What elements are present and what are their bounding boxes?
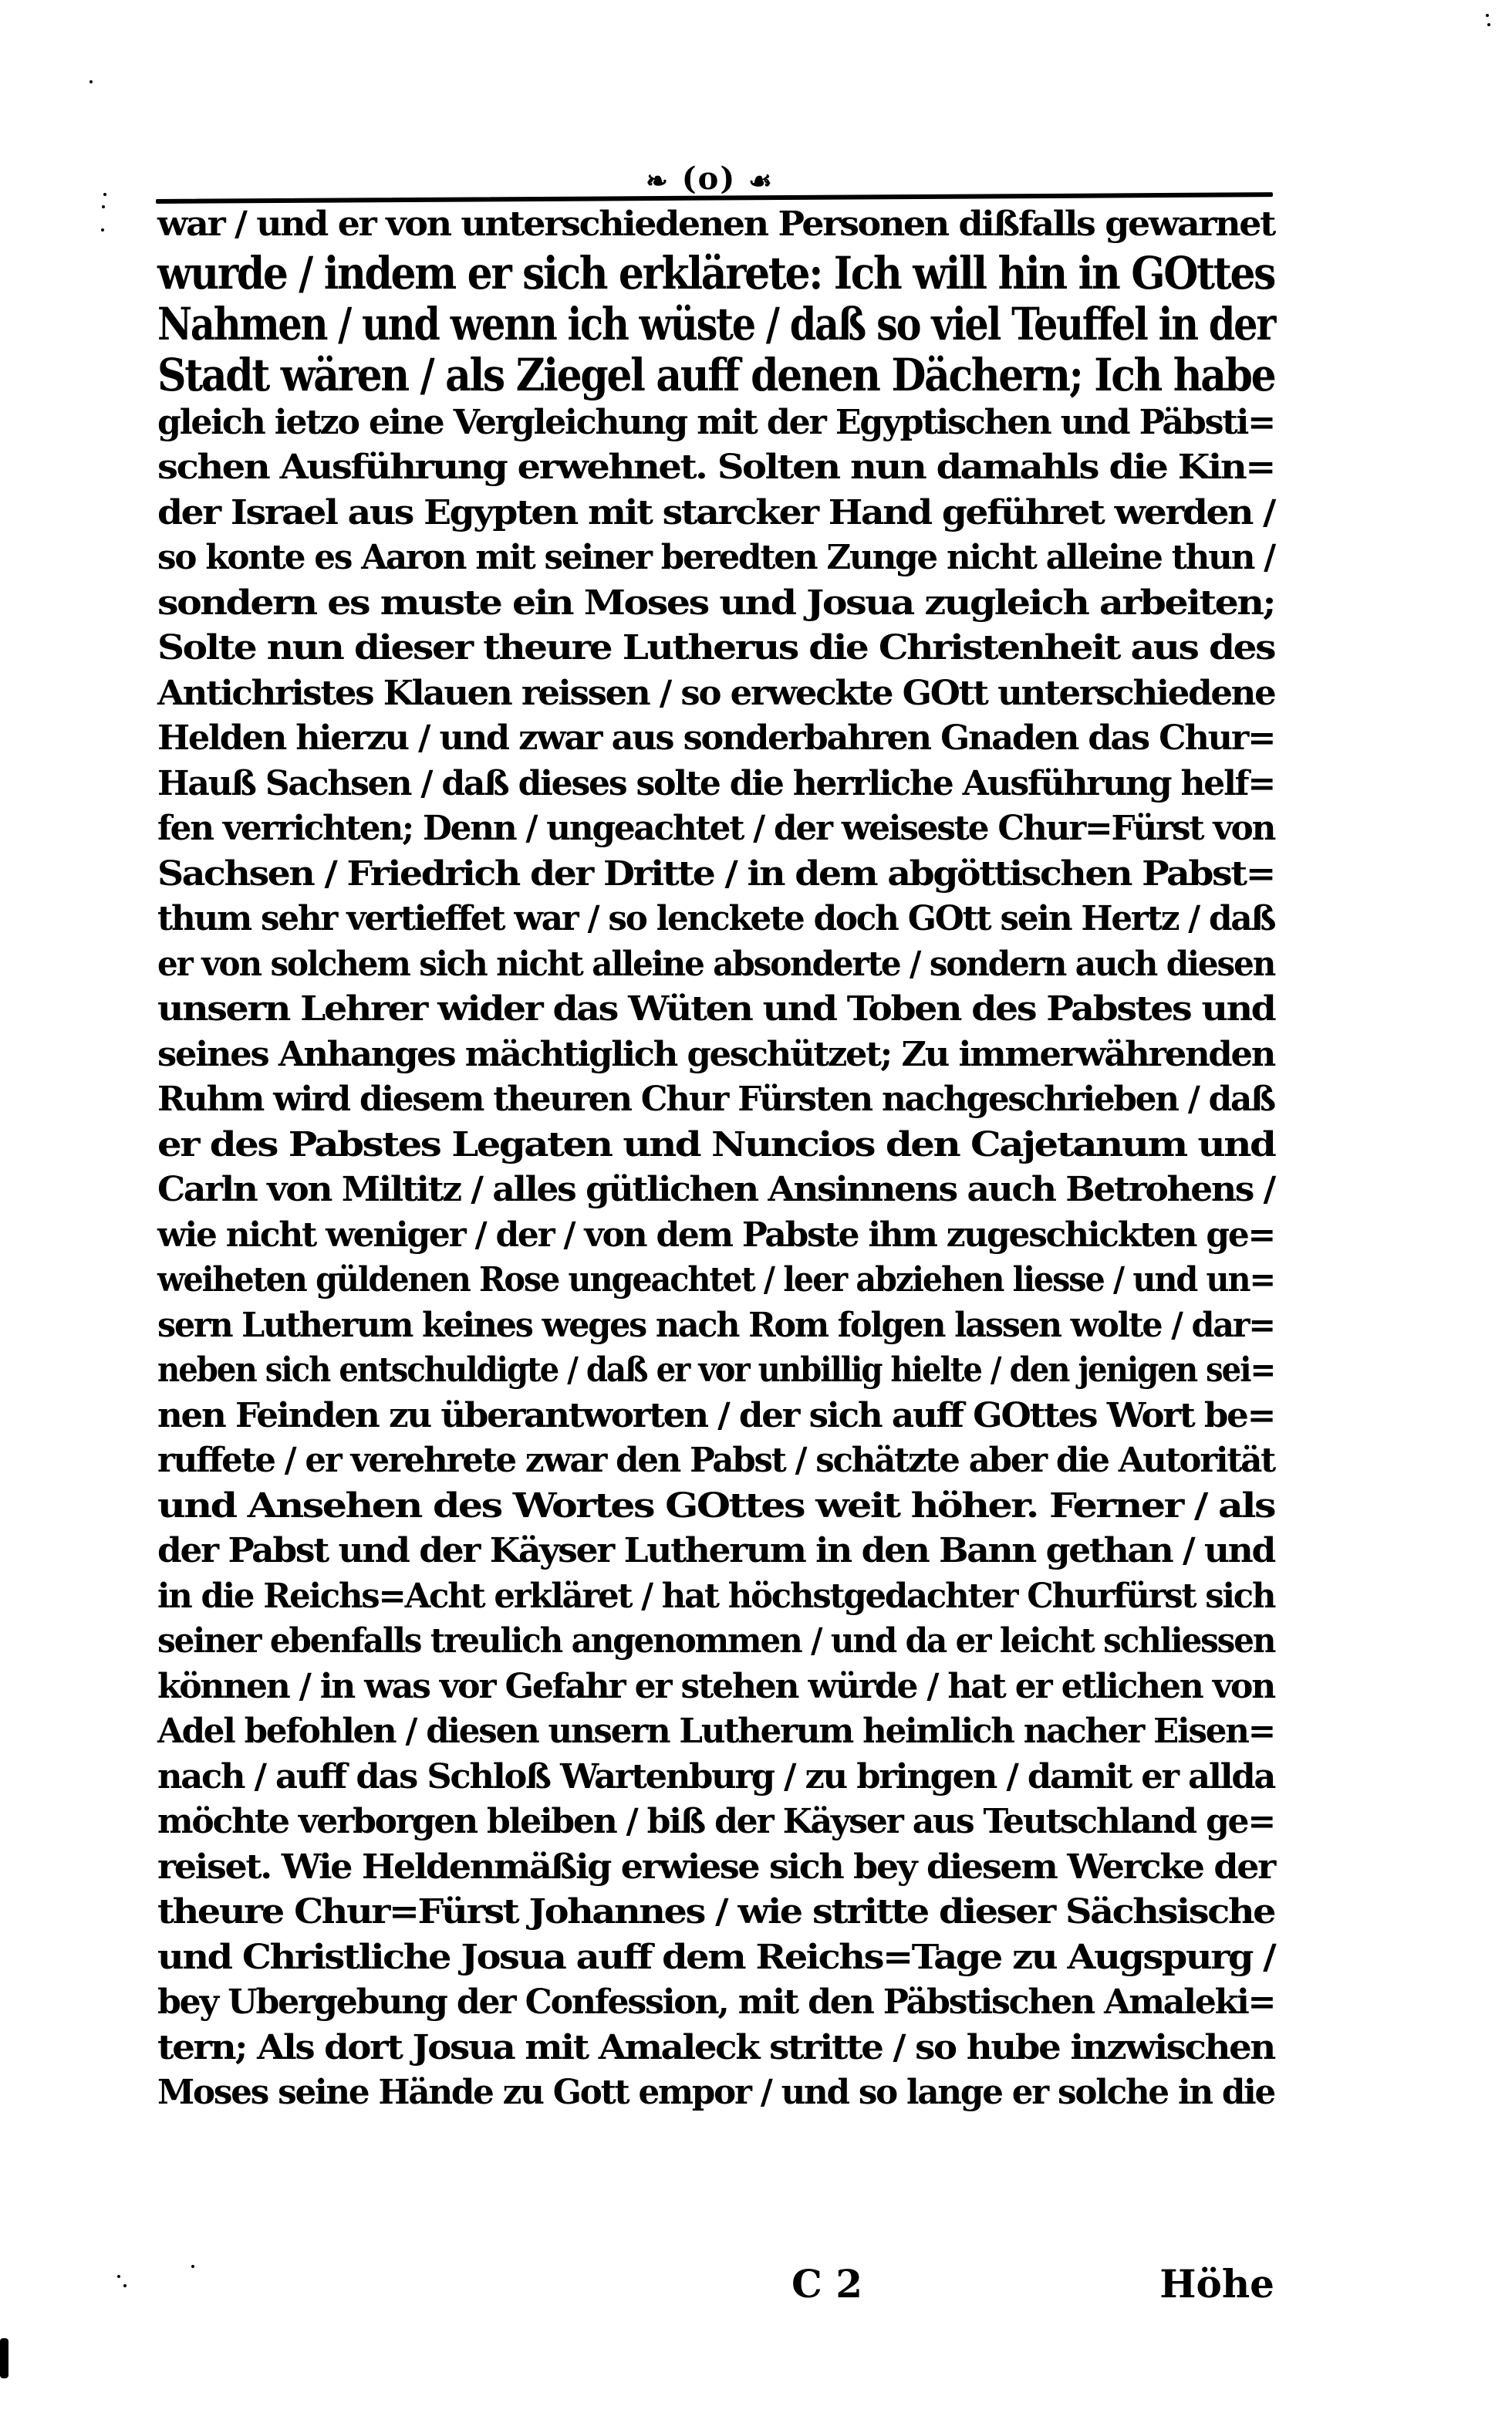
- text-line: war / und er von unterschiedenen Personen dißfalls gewarnet: [157, 204, 1275, 244]
- text-line: seines Anhanges mächtiglich geschützet; Zu immerwährenden: [157, 1034, 1275, 1074]
- text-line: fen verrichten; Denn / ungeachtet / der weiseste Chur=Fürst von: [157, 809, 1275, 848]
- text-line: wie nicht weniger / der / von dem Pabste ihm zugeschickten ge=: [157, 1215, 1275, 1255]
- text-line: und Ansehen des Wortes GOttes weit höher. Ferner / als: [157, 1485, 1274, 1526]
- text-line: der Israel aus Egypten mit starcker Hand geführet werden /: [157, 492, 1274, 532]
- text-line: weiheten güldenen Rose ungeachtet / leer abziehen liesse / und un=: [157, 1260, 1274, 1300]
- scan-speck: [103, 193, 106, 196]
- text-line-emphasis: Stadt wären / als Ziegel auff denen Dächern; Ich habe: [157, 348, 1275, 401]
- ornament-right-icon: ☙: [748, 166, 774, 197]
- text-line: sern Lutherum keines weges nach Rom folgen lassen wolte / dar=: [157, 1305, 1274, 1345]
- text-line: nach / auff das Schloß Wartenburg / zu bringen / damit er allda: [157, 1756, 1275, 1796]
- text-line: tern; Als dort Josua mit Amaleck stritte / so hube inzwischen: [157, 2027, 1274, 2067]
- text-line: Hauß Sachsen / daß dieses solte die herrliche Ausführung helf=: [157, 763, 1274, 803]
- text-line: er des Pabstes Legaten und Nuncios den Cajetanum und: [157, 1124, 1275, 1164]
- page-footer: [157, 2261, 1274, 2315]
- scan-speck: [101, 228, 104, 232]
- text-line: Adel befohlen / diesen unsern Lutherum heimlich nacher Eisen=: [157, 1712, 1274, 1751]
- scan-speck: [1487, 23, 1490, 26]
- text-line: sondern es muste ein Moses und Josua zugleich arbeiten;: [157, 583, 1275, 623]
- scan-speck: [102, 205, 105, 208]
- page-header: [154, 161, 1265, 197]
- text-line: Sachsen / Friedrich der Dritte / in dem abgöttischen Pabst=: [157, 853, 1274, 894]
- ornament-left-icon: ❧: [646, 166, 670, 197]
- text-line: schen Ausführung erwehnet. Solten nun damahls die Kin=: [157, 448, 1274, 487]
- text-line: in die Reichs=Acht erkläret / hat höchstgedachter Churfürst sich: [157, 1576, 1275, 1616]
- text-line: theure Chur=Fürst Johannes / wie stritte dieser Sächsische: [157, 1892, 1275, 1932]
- text-line: Helden hierzu / und zwar aus sonderbahren Gnaden das Chur=: [157, 718, 1275, 758]
- text-line: er von solchem sich nicht alleine absonderte / sondern auch diesen: [157, 944, 1275, 984]
- text-line: Moses seine Hände zu Gott empor / und so lange er solche in die: [157, 2073, 1274, 2112]
- text-line: seiner ebenfalls treulich angenommen / und da er leicht schliessen: [157, 1621, 1275, 1661]
- signature-mark: C 2: [791, 2261, 862, 2307]
- body-text: [157, 202, 1274, 2116]
- scan-speck: [191, 2265, 194, 2268]
- text-line: gleich ietzo eine Vergleichung mit der Egyptischen und Päbsti=: [157, 402, 1274, 442]
- text-line: bey Ubergebung der Confession, mit den Päbstischen Amaleki=: [157, 1982, 1275, 2022]
- text-line: so konte es Aaron mit seiner beredten Zunge nicht alleine thun /: [157, 538, 1274, 577]
- catchword: Höhe: [1159, 2261, 1274, 2307]
- text-line: neben sich entschuldigte / daß er vor unbillig hielte / den jenigen sei=: [157, 1350, 1275, 1390]
- text-line: unsern Lehrer wider das Wüten und Toben des Pabstes und: [157, 989, 1275, 1029]
- text-line: reiset. Wie Heldenmäßig erwiese sich bey diesem Wercke der: [157, 1847, 1274, 1887]
- text-line: Antichristes Klauen reissen / so erweckte GOtt unterschiedene: [157, 673, 1275, 713]
- text-line: ruffete / er verehrete zwar den Pabst / schätzte aber die Autorität: [157, 1441, 1275, 1480]
- scan-speck: [89, 80, 93, 83]
- scan-speck: [1486, 14, 1489, 17]
- text-line: thum sehr vertieffet war / so lenckete doch GOtt sein Hertz / daß: [157, 899, 1275, 938]
- page-marker: (o): [681, 161, 737, 197]
- text-line: können / in was vor Gefahr er stehen würde / hat er etlichen von: [157, 1666, 1274, 1706]
- text-line: nen Feinden zu überantworten / der sich auff GOttes Wort be=: [157, 1395, 1275, 1435]
- text-line: der Pabst und der Käyser Lutherum in den Bann gethan / und: [157, 1531, 1275, 1570]
- text-line-emphasis: wurde / indem er sich erklärete: Ich will hin in GOttes: [157, 246, 1275, 299]
- text-line: und Christliche Josua auff dem Reichs=Tage zu Augspurg /: [157, 1937, 1275, 1977]
- text-line: Solte nun dieser theure Lutherus die Christenheit aus des: [157, 628, 1274, 668]
- text-line-emphasis: Nahmen / und wenn ich wüste / daß so viel Teuffel in der: [157, 297, 1275, 350]
- scan-speck: [117, 2275, 120, 2278]
- text-line: Carln von Miltitz / alles gütlichen Ansinnens auch Betrohens /: [157, 1170, 1275, 1209]
- text-line: möchte verborgen bleiben / biß der Käyser aus Teutschland ge=: [157, 1802, 1275, 1841]
- text-line: Ruhm wird diesem theuren Chur Fürsten nachgeschrieben / daß: [157, 1080, 1274, 1119]
- scan-edge-mark: [0, 2338, 8, 2378]
- scan-speck: [123, 2284, 127, 2287]
